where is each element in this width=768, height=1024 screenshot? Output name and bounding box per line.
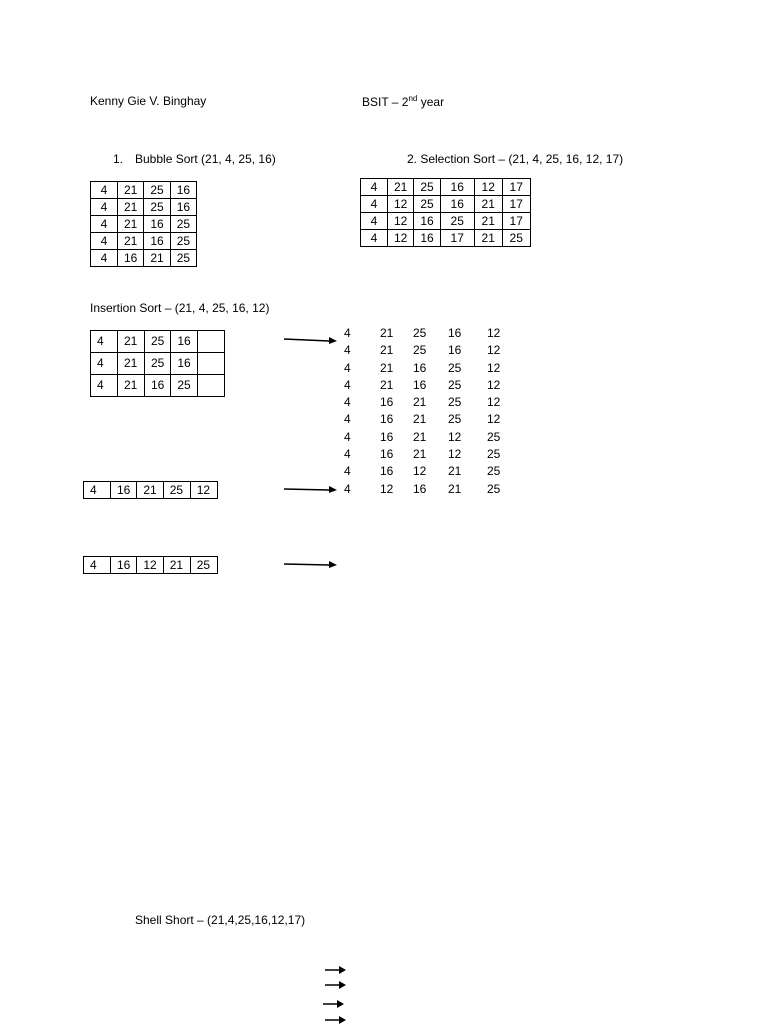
- table-cell: 4: [361, 213, 388, 230]
- sequence-value: 12: [487, 377, 501, 392]
- table-cell: 21: [118, 331, 145, 353]
- table-cell: 25: [171, 375, 198, 397]
- insertion-table: [90, 330, 225, 397]
- insertion-sequence: [344, 325, 507, 498]
- sequence-value: 16: [380, 412, 394, 427]
- sequence-value: 12: [487, 395, 501, 410]
- table-cell: 25: [414, 196, 440, 213]
- insertion-single-row-b: [83, 556, 218, 574]
- table-cell: 21: [118, 216, 144, 233]
- table-cell: 25: [144, 199, 170, 216]
- sequence-value: 25: [487, 464, 501, 479]
- sequence-value: 21: [380, 360, 394, 375]
- table-cell: 16: [171, 353, 198, 375]
- table-cell: 4: [91, 182, 118, 199]
- table-cell: 21: [474, 196, 502, 213]
- table-cell: 12: [137, 557, 163, 574]
- table-cell: 21: [388, 179, 414, 196]
- table-row: [91, 182, 197, 199]
- table-cell: 4: [84, 557, 111, 574]
- bubble-table: [90, 181, 197, 267]
- table-cell: 21: [118, 199, 144, 216]
- table-cell: 17: [502, 213, 530, 230]
- table-cell: 16: [145, 375, 171, 397]
- sequence-value: 25: [487, 429, 501, 444]
- table-cell: 25: [163, 482, 190, 499]
- table-cell: 4: [361, 179, 388, 196]
- sequence-value: 16: [448, 343, 462, 358]
- table-cell: 21: [144, 250, 170, 267]
- sequence-value: 25: [448, 395, 462, 410]
- sequence-value: 21: [413, 429, 427, 444]
- sequence-value: 21: [413, 447, 427, 462]
- table-cell: 4: [91, 250, 118, 267]
- course-suffix: year: [417, 95, 445, 109]
- student-name: Kenny Gie V. Binghay: [90, 94, 207, 108]
- table-row: [91, 216, 197, 233]
- table-cell: 4: [91, 375, 118, 397]
- bubble-number: 1.: [113, 152, 124, 166]
- sequence-value: 21: [413, 395, 427, 410]
- table-cell: [198, 331, 225, 353]
- table-cell: 16: [144, 216, 170, 233]
- sequence-value: 4: [344, 395, 351, 410]
- table-cell: 4: [91, 199, 118, 216]
- sequence-value: 4: [344, 412, 351, 427]
- list-item: [344, 360, 507, 377]
- insertion-title: Insertion Sort – (21, 4, 25, 16, 12): [90, 301, 270, 315]
- table-row: [91, 250, 197, 267]
- table-row: [91, 233, 197, 250]
- table-cell: 16: [144, 233, 170, 250]
- sequence-value: 25: [487, 481, 501, 496]
- sequence-value: 4: [344, 429, 351, 444]
- course-sup: nd: [408, 94, 418, 103]
- sequence-value: 21: [380, 326, 394, 340]
- table-cell: 25: [144, 182, 170, 199]
- bubble-title: Bubble Sort (21, 4, 25, 16): [135, 152, 276, 166]
- sequence-value: 25: [448, 360, 462, 375]
- table-cell: 25: [145, 331, 171, 353]
- table-row: [361, 230, 531, 247]
- insertion-single-row-a: [83, 481, 218, 499]
- sequence-value: 16: [380, 464, 394, 479]
- table-cell: 16: [111, 482, 137, 499]
- arrow-right-icon: [322, 998, 346, 1010]
- sequence-value: 16: [380, 395, 394, 410]
- table-cell: 16: [414, 213, 440, 230]
- table-cell: 4: [91, 331, 118, 353]
- table-cell: 25: [502, 230, 530, 247]
- table-cell: 25: [440, 213, 474, 230]
- table-cell: 16: [170, 182, 196, 199]
- table-cell: 21: [474, 230, 502, 247]
- shell-title: Shell Short – (21,4,25,16,12,17): [135, 913, 306, 927]
- table-row: [361, 196, 531, 213]
- sequence-value: 12: [487, 360, 501, 375]
- sequence-value: 16: [448, 326, 462, 340]
- table-cell: 21: [118, 233, 144, 250]
- table-cell: 21: [474, 213, 502, 230]
- sequence-value: 4: [344, 447, 351, 462]
- table-row: [91, 375, 225, 397]
- sequence-value: 21: [380, 343, 394, 358]
- table-cell: 16: [170, 199, 196, 216]
- table-cell: 21: [163, 557, 190, 574]
- sequence-value: 25: [448, 412, 462, 427]
- table-cell: 16: [118, 250, 144, 267]
- table-cell: 12: [388, 213, 414, 230]
- sequence-value: 4: [344, 464, 351, 479]
- table-cell: 25: [170, 233, 196, 250]
- table-row: [361, 213, 531, 230]
- sequence-value: 25: [448, 377, 462, 392]
- table-row: [361, 179, 531, 196]
- table-cell: 16: [440, 196, 474, 213]
- table-cell: 4: [91, 353, 118, 375]
- table-cell: 17: [502, 179, 530, 196]
- table-cell: 16: [414, 230, 440, 247]
- table-cell: 12: [474, 179, 502, 196]
- sequence-value: 12: [448, 429, 462, 444]
- arrow-right-icon: [324, 979, 348, 991]
- table-cell: 25: [145, 353, 171, 375]
- table-cell: 21: [118, 375, 145, 397]
- sequence-value: 21: [448, 464, 462, 479]
- table-cell: 4: [91, 233, 118, 250]
- course-prefix: BSIT – 2: [362, 95, 409, 109]
- sequence-value: 16: [413, 481, 427, 496]
- table-row: [91, 353, 225, 375]
- arrow-right-icon: [324, 964, 348, 976]
- arrow-right-icon: [283, 334, 339, 346]
- table-cell: 21: [137, 482, 163, 499]
- table-cell: 12: [190, 482, 217, 499]
- sequence-value: 21: [413, 412, 427, 427]
- list-item: [344, 411, 507, 428]
- sequence-value: 12: [448, 447, 462, 462]
- table-cell: [198, 353, 225, 375]
- list-item: [344, 429, 507, 446]
- list-item: [344, 394, 507, 411]
- sequence-value: 16: [413, 377, 427, 392]
- table-cell: 25: [170, 250, 196, 267]
- table-cell: 21: [118, 182, 144, 199]
- table-cell: 25: [170, 216, 196, 233]
- table-cell: 16: [171, 331, 198, 353]
- table-cell: 17: [502, 196, 530, 213]
- list-item: [344, 446, 507, 463]
- sequence-value: 16: [380, 429, 394, 444]
- table-cell: 4: [91, 216, 118, 233]
- table-cell: 21: [118, 353, 145, 375]
- list-item: [344, 481, 507, 498]
- arrow-right-icon: [324, 1015, 348, 1024]
- table-cell: 16: [440, 179, 474, 196]
- sequence-value: 12: [413, 464, 427, 479]
- selection-title: 2. Selection Sort – (21, 4, 25, 16, 12, 17): [407, 152, 624, 166]
- table-cell: 17: [440, 230, 474, 247]
- arrow-right-icon: [283, 559, 339, 571]
- list-item: [344, 377, 507, 394]
- table-cell: 4: [361, 230, 388, 247]
- table-cell: 25: [414, 179, 440, 196]
- sequence-value: 25: [487, 447, 501, 462]
- sequence-value: 12: [487, 412, 501, 427]
- sequence-value: 12: [487, 343, 501, 358]
- list-item: [344, 325, 507, 342]
- table-cell: 12: [388, 230, 414, 247]
- sequence-value: 21: [448, 481, 462, 496]
- sequence-value: 21: [380, 377, 394, 392]
- table-row: [84, 557, 218, 574]
- sequence-value: 4: [344, 377, 351, 392]
- sequence-value: 25: [413, 326, 427, 340]
- list-item: [344, 342, 507, 359]
- table-row: [91, 199, 197, 216]
- sequence-value: 16: [380, 447, 394, 462]
- selection-table: [360, 178, 531, 247]
- table-cell: 12: [388, 196, 414, 213]
- arrow-right-icon: [283, 484, 339, 496]
- course-year: [362, 94, 444, 109]
- sequence-value: 12: [487, 326, 501, 340]
- table-cell: [198, 375, 225, 397]
- sequence-value: 4: [344, 481, 351, 496]
- sequence-value: 4: [344, 343, 351, 358]
- sequence-value: 25: [413, 343, 427, 358]
- table-cell: 25: [190, 557, 217, 574]
- sequence-value: 4: [344, 360, 351, 375]
- sequence-value: 12: [380, 481, 394, 496]
- table-cell: 4: [84, 482, 111, 499]
- table-row: [91, 331, 225, 353]
- table-cell: 16: [111, 557, 137, 574]
- table-row: [84, 482, 218, 499]
- sequence-value: 4: [344, 326, 351, 340]
- list-item: [344, 463, 507, 480]
- table-cell: 4: [361, 196, 388, 213]
- sequence-value: 16: [413, 360, 427, 375]
